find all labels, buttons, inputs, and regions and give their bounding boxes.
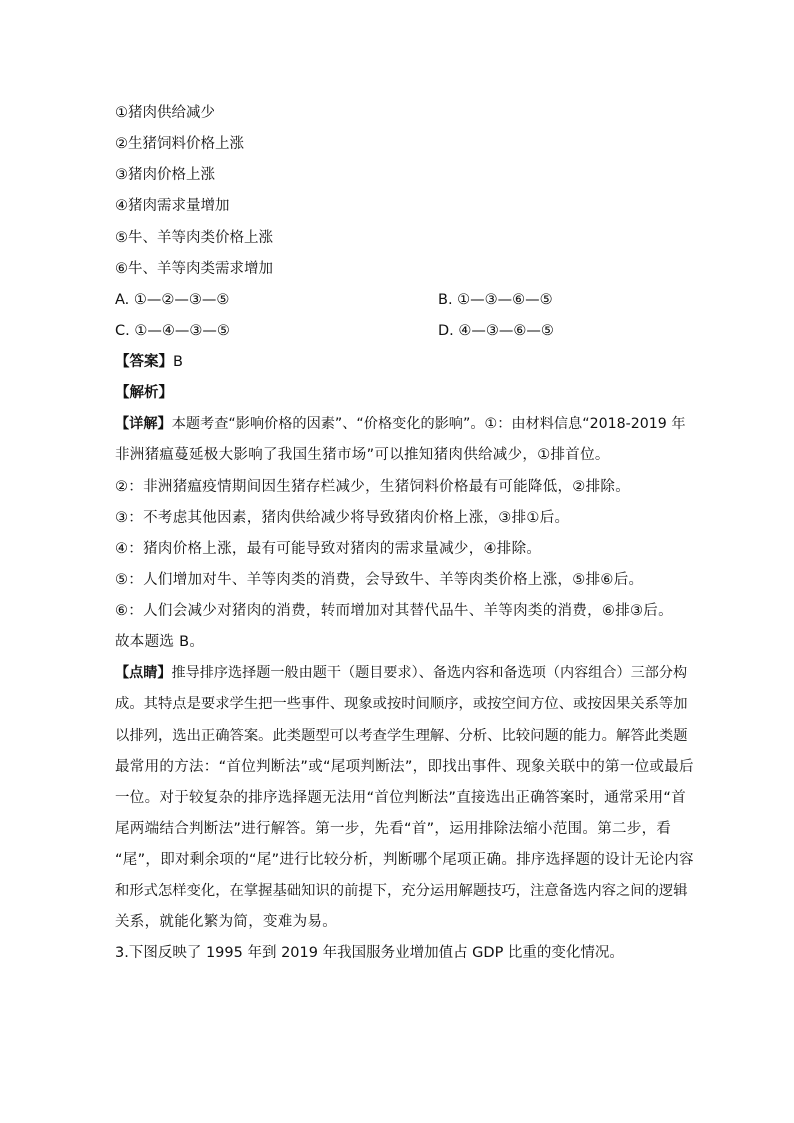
item-2: ②生猪饲料价格上涨 (115, 136, 244, 152)
option-b: B. ①—③—⑥—⑤ (438, 292, 553, 308)
tips-line-9: 关系，就能化繁为简，变难为易。 (115, 914, 337, 930)
answer-label: 【答案】 (115, 354, 173, 370)
answer-value: B (173, 354, 183, 370)
detail-line-3: ②：非洲猪瘟疫情期间因生猪存栏减少，生猪饲料价格最有可能降低，②排除。 (115, 479, 630, 495)
item-6: ⑥牛、羊等肉类需求增加 (115, 261, 273, 277)
detail-label: 【详解】 (115, 416, 172, 432)
option-a: A. ①—②—③—⑤ (115, 292, 230, 308)
tips-line-7: “尾”，即对剩余项的“尾”进行比较分析，判断哪个尾项正确。排序选择题的设计无论内容 (115, 852, 694, 868)
tips-line-6: 尾两端结合判断法”进行解答。第一步，先看“首”，运用排除法缩小范围。第二步，看 (115, 821, 672, 837)
tips-text-1: 推导排序选择题一般由题干（题目要求）、备选内容和备选项（内容组合）三部分构 (171, 665, 688, 681)
item-1: ①猪肉供给减少 (115, 105, 215, 121)
tips-label: 【点睛】 (115, 665, 172, 681)
detail-line-8: 故本题选 B。 (115, 634, 205, 650)
item-4: ④猪肉需求量增加 (115, 198, 230, 214)
item-3: ③猪肉价格上涨 (115, 167, 215, 183)
tips-line-2: 成。其特点是要求学生把一些事件、现象或按时间顺序，或按空间方位、或按因果关系等加 (115, 696, 688, 712)
answer-line (115, 352, 183, 372)
analysis-label: 【解析】 (115, 385, 173, 401)
detail-line-5: ④：猪肉价格上涨，最有可能导致对猪肉的需求量减少，④排除。 (115, 541, 542, 557)
detail-line-7: ⑥：人们会减少对猪肉的消费，转而增加对其替代品牛、羊等肉类的消费，⑥排③后。 (115, 603, 673, 619)
detail-line-4: ③：不考虑其他因素，猪肉供给减少将导致猪肉价格上涨，③排①后。 (115, 510, 570, 526)
item-5: ⑤牛、羊等肉类价格上涨 (115, 230, 273, 246)
detail-line-1 (115, 414, 686, 434)
detail-text-1: 本题考查“影响价格的因素”、“价格变化的影响”。①：由材料信息“2018-2019 年 (171, 416, 686, 432)
option-d: D. ④—③—⑥—⑤ (438, 323, 554, 339)
detail-line-6: ⑤：人们增加对牛、羊等肉类的消费，会导致牛、羊等肉类价格上涨，⑤排⑥后。 (115, 572, 644, 588)
tips-line-4: 最常用的方法：“首位判断法”或“尾项判断法”，即找出事件、现象关联中的第一位或最后 (115, 759, 694, 775)
option-c: C. ①—④—③—⑤ (115, 323, 230, 339)
tips-line-8: 和形式怎样变化，在掌握基础知识的前提下，充分运用解题技巧，注意备选内容之间的逻辑 (115, 883, 688, 899)
detail-line-2: 非洲猪瘟蔓延极大影响了我国生猪市场”可以推知猪肉供给减少，①排首位。 (115, 447, 610, 463)
tips-line-1 (115, 663, 687, 683)
next-question: 3.下图反映了 1995 年到 2019 年我国服务业增加值占 GDP 比重的变化情况。 (115, 945, 624, 961)
tips-line-3: 以排列，选出正确答案。此类题型可以考查学生理解、分析、比较问题的能力。解答此类题 (115, 728, 688, 744)
tips-line-5: 一位。对于较复杂的排序选择题无法用“首位判断法”直接选出正确答案时，通常采用“首 (115, 790, 687, 806)
